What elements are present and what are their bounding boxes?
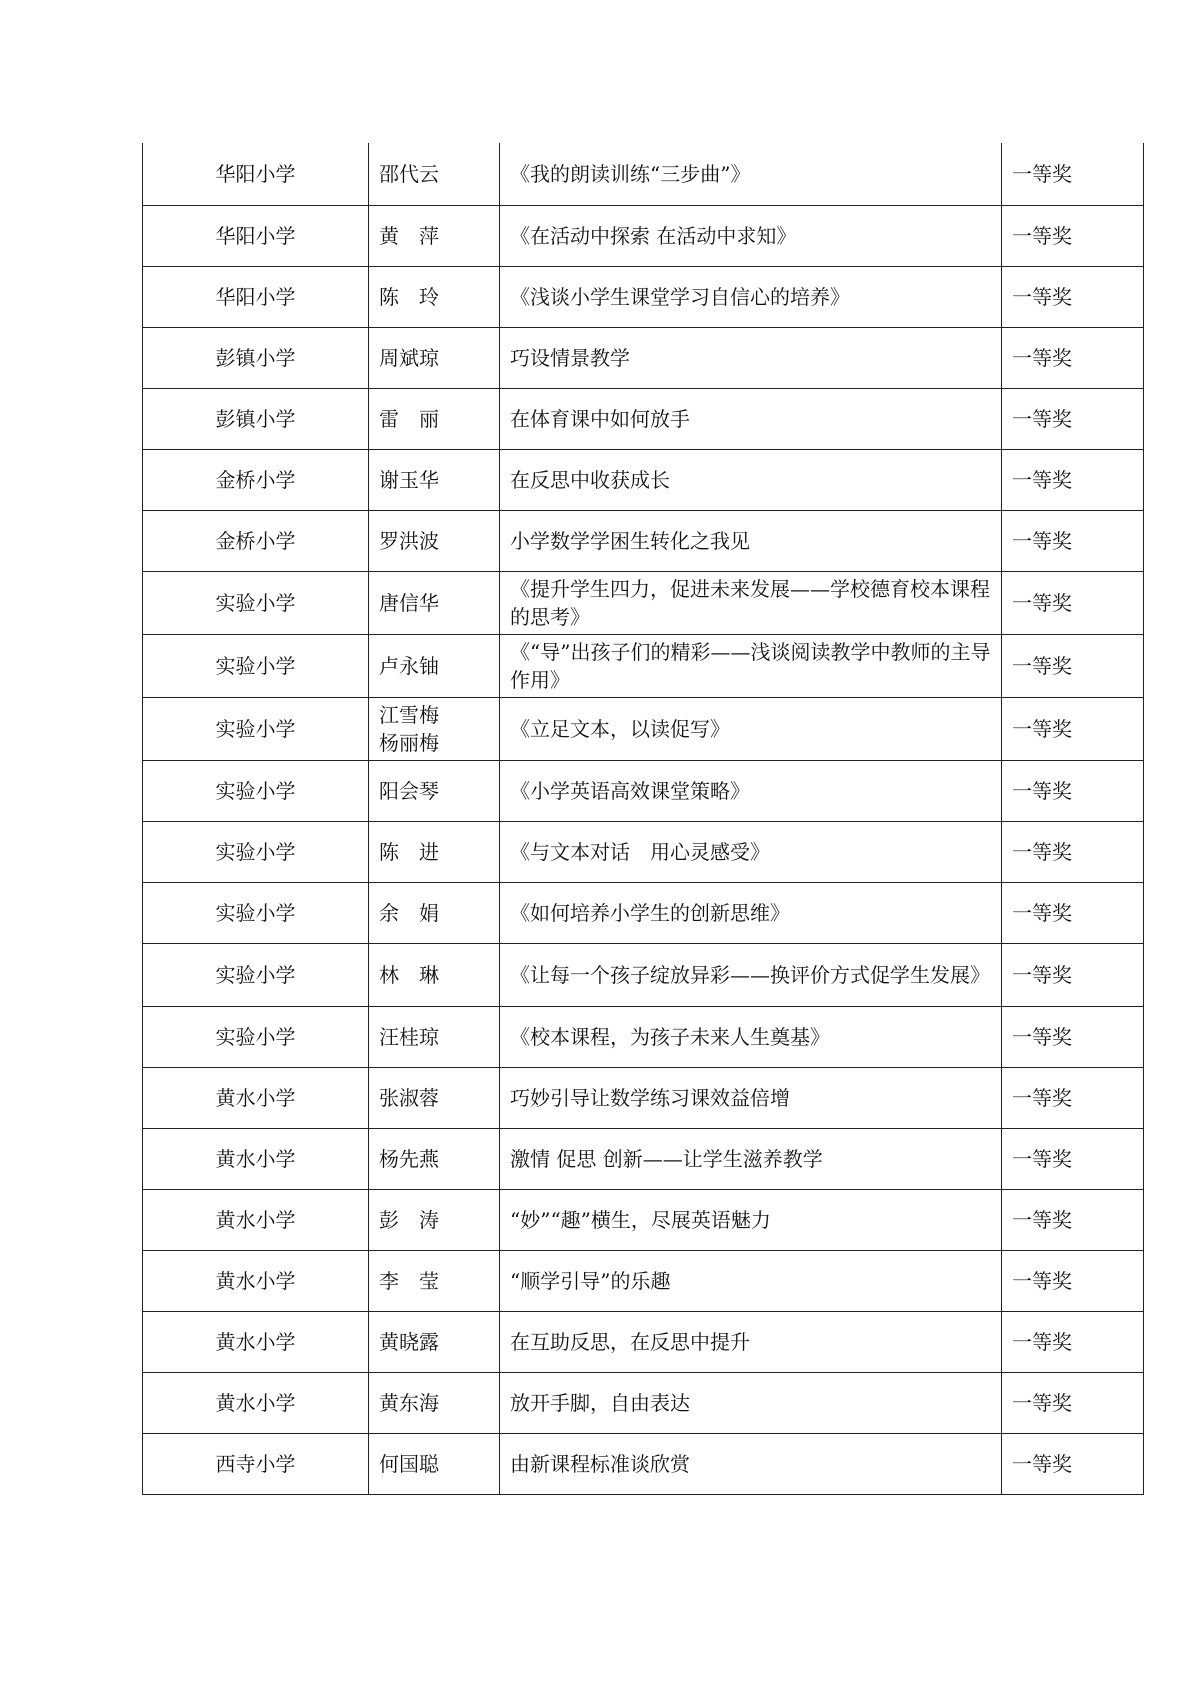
paper-title-cell: 在反思中收获成长 <box>500 449 1002 510</box>
table-row <box>143 882 1144 943</box>
table-row <box>143 449 1144 510</box>
table-row <box>143 943 1144 1006</box>
award-cell: 一等奖 <box>1002 634 1144 697</box>
school-cell: 实验小学 <box>143 1006 369 1067</box>
school-cell: 黄水小学 <box>143 1372 369 1433</box>
table-row <box>143 1067 1144 1128</box>
paper-title-cell: 巧妙引导让数学练习课效益倍增 <box>500 1067 1002 1128</box>
author-cell <box>369 1250 500 1311</box>
table-row <box>143 1128 1144 1189</box>
author-name: 杨丽梅 <box>379 730 439 755</box>
author-name: 杨先燕 <box>379 1146 439 1171</box>
award-cell: 一等奖 <box>1002 1128 1144 1189</box>
paper-title-cell: 由新课程标准谈欣赏 <box>500 1433 1002 1494</box>
author-name: 黄东海 <box>379 1390 439 1415</box>
author-cell <box>369 571 500 634</box>
school-cell: 西寺小学 <box>143 1433 369 1494</box>
table-row <box>143 1250 1144 1311</box>
author-name: 陈 玲 <box>379 284 439 309</box>
award-cell: 一等奖 <box>1002 821 1144 882</box>
author-name: 江雪梅 <box>379 702 439 727</box>
award-cell: 一等奖 <box>1002 388 1144 449</box>
school-cell: 金桥小学 <box>143 449 369 510</box>
school-cell: 实验小学 <box>143 634 369 697</box>
author-name: 谢玉华 <box>379 467 439 492</box>
author-cell <box>369 205 500 266</box>
author-cell <box>369 821 500 882</box>
author-name: 周斌琼 <box>379 345 439 370</box>
award-cell: 一等奖 <box>1002 882 1144 943</box>
award-cell: 一等奖 <box>1002 760 1144 821</box>
author-cell <box>369 327 500 388</box>
school-cell: 实验小学 <box>143 882 369 943</box>
author-cell <box>369 388 500 449</box>
author-cell <box>369 449 500 510</box>
author-cell <box>369 882 500 943</box>
award-cell: 一等奖 <box>1002 205 1144 266</box>
author-name: 罗洪波 <box>379 528 439 553</box>
award-cell: 一等奖 <box>1002 266 1144 327</box>
author-name: 林 琳 <box>379 962 439 987</box>
award-table <box>142 143 1144 1495</box>
award-cell: 一等奖 <box>1002 571 1144 634</box>
school-cell: 实验小学 <box>143 821 369 882</box>
award-cell: 一等奖 <box>1002 1189 1144 1250</box>
award-cell: 一等奖 <box>1002 1311 1144 1372</box>
award-cell: 一等奖 <box>1002 1433 1144 1494</box>
paper-title-cell: “妙”“趣”横生，尽展英语魅力 <box>500 1189 1002 1250</box>
paper-title-cell: 《立足文本，以读促写》 <box>500 697 1002 760</box>
school-cell: 华阳小学 <box>143 143 369 205</box>
table-row <box>143 510 1144 571</box>
author-cell <box>369 510 500 571</box>
school-cell: 彭镇小学 <box>143 388 369 449</box>
school-cell: 实验小学 <box>143 943 369 1006</box>
author-name: 阳会琴 <box>379 778 439 803</box>
award-table-body <box>143 143 1144 1494</box>
author-name: 卢永铀 <box>379 653 439 678</box>
award-cell: 一等奖 <box>1002 1006 1144 1067</box>
table-row <box>143 1311 1144 1372</box>
author-name: 彭 涛 <box>379 1207 439 1232</box>
author-name: 李 莹 <box>379 1268 439 1293</box>
award-cell: 一等奖 <box>1002 943 1144 1006</box>
paper-title-cell: 《浅谈小学生课堂学习自信心的培养》 <box>500 266 1002 327</box>
table-row <box>143 143 1144 205</box>
school-cell: 实验小学 <box>143 697 369 760</box>
table-row <box>143 327 1144 388</box>
paper-title-cell: “顺学引导”的乐趣 <box>500 1250 1002 1311</box>
school-cell: 金桥小学 <box>143 510 369 571</box>
table-row <box>143 1372 1144 1433</box>
school-cell: 实验小学 <box>143 571 369 634</box>
author-name: 雷 丽 <box>379 406 439 431</box>
author-name: 陈 进 <box>379 839 439 864</box>
school-cell: 黄水小学 <box>143 1128 369 1189</box>
paper-title-cell: 《提升学生四力，促进未来发展——学校德育校本课程的思考》 <box>500 571 1002 634</box>
author-cell <box>369 1189 500 1250</box>
table-row <box>143 388 1144 449</box>
award-cell: 一等奖 <box>1002 1250 1144 1311</box>
author-cell <box>369 143 500 205</box>
table-row <box>143 634 1144 697</box>
author-cell <box>369 1128 500 1189</box>
author-name: 何国聪 <box>379 1451 439 1476</box>
author-cell <box>369 1311 500 1372</box>
table-row <box>143 697 1144 760</box>
author-name: 余 娟 <box>379 900 439 925</box>
award-cell: 一等奖 <box>1002 143 1144 205</box>
table-row <box>143 1189 1144 1250</box>
award-cell: 一等奖 <box>1002 697 1144 760</box>
author-cell <box>369 634 500 697</box>
author-cell <box>369 1433 500 1494</box>
paper-title-cell: 《让每一个孩子绽放异彩——换评价方式促学生发展》 <box>500 943 1002 1006</box>
paper-title-cell: 《与文本对话 用心灵感受》 <box>500 821 1002 882</box>
school-cell: 彭镇小学 <box>143 327 369 388</box>
author-name: 黄 萍 <box>379 223 439 248</box>
author-cell <box>369 266 500 327</box>
table-row <box>143 760 1144 821</box>
author-name: 黄晓露 <box>379 1329 439 1354</box>
school-cell: 黄水小学 <box>143 1067 369 1128</box>
award-cell: 一等奖 <box>1002 327 1144 388</box>
author-name: 汪桂琼 <box>379 1024 439 1049</box>
school-cell: 黄水小学 <box>143 1311 369 1372</box>
paper-title-cell: 《校本课程，为孩子未来人生奠基》 <box>500 1006 1002 1067</box>
author-cell <box>369 1067 500 1128</box>
paper-title-cell: 《如何培养小学生的创新思维》 <box>500 882 1002 943</box>
table-row <box>143 205 1144 266</box>
award-cell: 一等奖 <box>1002 510 1144 571</box>
author-name: 唐信华 <box>379 590 439 615</box>
paper-title-cell: 《小学英语高效课堂策略》 <box>500 760 1002 821</box>
table-row <box>143 1433 1144 1494</box>
author-cell <box>369 760 500 821</box>
table-row <box>143 266 1144 327</box>
paper-title-cell: 在互助反思，在反思中提升 <box>500 1311 1002 1372</box>
author-cell <box>369 943 500 1006</box>
author-name: 邵代云 <box>379 161 439 186</box>
author-name: 张淑蓉 <box>379 1085 439 1110</box>
table-row <box>143 571 1144 634</box>
school-cell: 实验小学 <box>143 760 369 821</box>
award-cell: 一等奖 <box>1002 1372 1144 1433</box>
award-cell: 一等奖 <box>1002 449 1144 510</box>
paper-title-cell: 激情 促思 创新——让学生滋养教学 <box>500 1128 1002 1189</box>
table-row <box>143 821 1144 882</box>
paper-title-cell: 在体育课中如何放手 <box>500 388 1002 449</box>
author-cell <box>369 697 500 760</box>
school-cell: 黄水小学 <box>143 1189 369 1250</box>
table-row <box>143 1006 1144 1067</box>
paper-title-cell: 放开手脚，自由表达 <box>500 1372 1002 1433</box>
paper-title-cell: 《在活动中探索 在活动中求知》 <box>500 205 1002 266</box>
author-cell <box>369 1372 500 1433</box>
paper-title-cell: 巧设情景教学 <box>500 327 1002 388</box>
school-cell: 华阳小学 <box>143 205 369 266</box>
paper-title-cell: 《我的朗读训练“三步曲”》 <box>500 143 1002 205</box>
school-cell: 黄水小学 <box>143 1250 369 1311</box>
paper-title-cell: 《“导”出孩子们的精彩——浅谈阅读教学中教师的主导作用》 <box>500 634 1002 697</box>
paper-title-cell: 小学数学学困生转化之我见 <box>500 510 1002 571</box>
award-cell: 一等奖 <box>1002 1067 1144 1128</box>
author-cell <box>369 1006 500 1067</box>
school-cell: 华阳小学 <box>143 266 369 327</box>
